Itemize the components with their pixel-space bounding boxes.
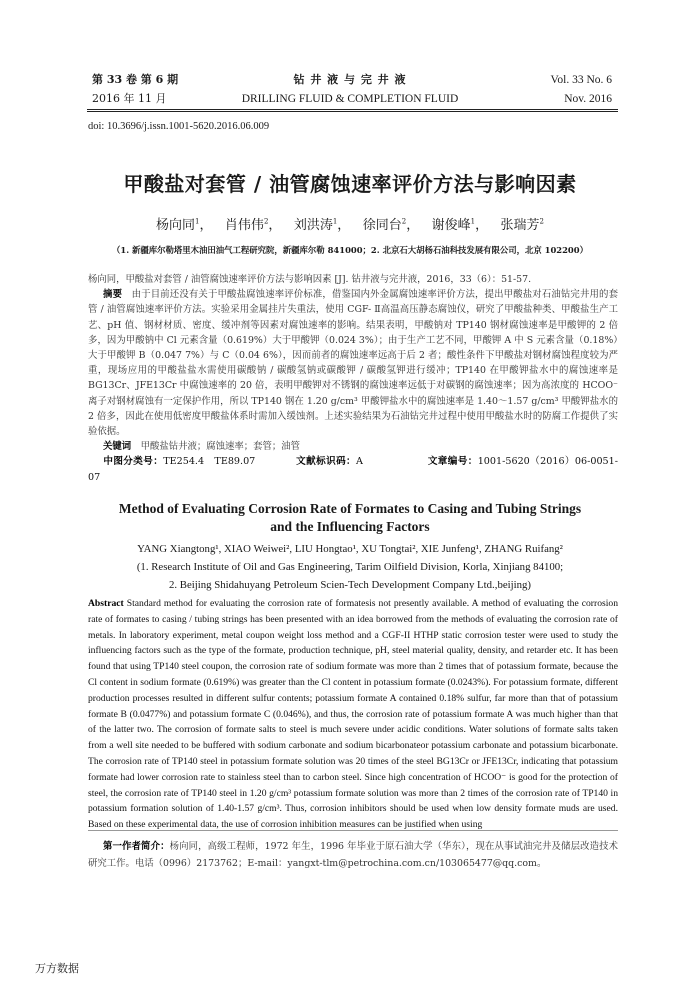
author-cn: 肖伟伟$^2$ [224, 217, 269, 233]
header-rule-bottom [87, 111, 618, 112]
author-cn: 谢俊峰$^1$ [431, 217, 476, 233]
author-cn: 徐同台$^2$ [362, 217, 407, 233]
date-cn: 2016 年 11 月 [92, 92, 167, 105]
abstract-cn-block [88, 272, 618, 485]
footnote-rule [88, 830, 618, 831]
affiliation-cn: （1. 新疆库尔勒塔里木油田油气工程研究院，新疆库尔勒 841000；2. 北京石大胡杨石油科技发展有限公司，北京 102200） [112, 245, 588, 255]
journal-title-en: DRILLING FLUID & COMPLETION FLUID [241, 93, 459, 105]
doi: doi: 10.3696/j.issn.1001-5620.2016.06.009 [88, 121, 270, 132]
volume-issue-en: Vol. 33 No. 6 [550, 74, 612, 86]
header-rule-top [87, 109, 618, 110]
keywords-cn: 关键词 甲酸盐钻井液；腐蚀速率；套管；油管 [103, 441, 300, 453]
author-footnote: 第一作者简介：杨向同，高级工程师，1972 年生，1996 年毕业于原石油大学（华东），现在从事试油完井及储层改造技术研究工作。电话（0996）2173762；E-mail：yangxt-tlm@petrochina.com.cn/103065477@qq.com。 [88, 841, 618, 869]
author-cn: 杨向同$^1$ [156, 217, 200, 233]
author-cn: 张瑞芳$^2$ [500, 217, 544, 233]
abstract-cn [88, 287, 618, 439]
paper-title-en: Method of Evaluating Corrosion Rate of Formates to Casing and Tubing Strings and the Influencing Factors [118, 501, 582, 534]
affiliation-en-1: (1. Research Institute of Oil and Gas Engineering, Tarim Oilfield Division, Korla, Xinjiang 84100; [136, 561, 564, 573]
paper-title-cn: 甲酸盐对套管 / 油管腐蚀速率评价方法与影响因素 [123, 172, 577, 196]
classification-line: 中图分类号：TE254.4 TE89.07 文献标识码：A 文章编号：1001-5620（2016）06-0051-07 [88, 456, 619, 483]
volume-issue-cn: 第 33 卷 第 6 期 [92, 73, 179, 86]
authors-cn: 杨向同$^1$， 肖伟伟$^2$， 刘洪涛$^1$， 徐同台$^2$， 谢俊峰$^1$， 张瑞芳$^2$ [156, 217, 544, 233]
affiliation-en-2: 2. Beijing Shidahuyang Petroleum Scien-Tech Development Company Ltd.,beijing) [168, 579, 532, 591]
author-cn: 刘洪涛$^1$ [293, 217, 338, 233]
abstract-en [88, 596, 618, 833]
abstract-cn-label: 摘要 [103, 289, 123, 301]
abstract-cn-text: 由于目前还没有关于甲酸盐腐蚀速率评价标准，借鉴国内外金属腐蚀速率评价方法，提出甲酸盐对石油钻完井用的套管 / 油管腐蚀速率评价方法。实验采用金属挂片失重法，使用 CGF- Ⅱ高温高压静态腐蚀仪，研究了甲酸盐种类、甲酸盐生产工艺、pH 值、钢材材质、密度、缓冲剂等因素对腐蚀速率的影响。结果表明，甲酸钠对 TP140 钢材腐蚀速率是甲酸钾的 2 倍多，因为甲酸钠中 Cl 元素含量（0.619%）大于甲酸钾（0.024 3%）；由于生产工艺不同，甲酸钾 A 中 S 元素含量（0.18%）大于甲酸钾 B（0.047 7%）与 C（0.04 6%），因而前者的腐蚀速率远高于后 2 者；酸性条件下甲酸盐对钢材腐蚀程度较为严重，现场应用的甲酸盐盐水需使用碳酸钠 / 碳酸氢钠或碳酸钾 / 碳酸氢钾进行缓冲；TP140 在甲酸钾盐水中的腐蚀速率是 BG13Cr、JFE13Cr 中腐蚀速率的 20 倍，表明甲酸钾对不锈钢的腐蚀速率远低于对碳钢的腐蚀速率；因为高浓度的 HCOO⁻ 离子对钢材腐蚀有一定保护作用，所以 TP140 钢在 1.20 g/cm³ 甲酸钾盐水中的腐蚀速率是 1.40～1.57 g/cm³ 甲酸钾盐水的 2 倍多，因此在使用低密度甲酸盐体系时需加入缓蚀剂。上述实验结果为石油钻完井过程中使用甲酸盐水时的防腐工作提供了实验依据。 [88, 289, 618, 438]
citation-cn: 杨向同，甲酸盐对套管 / 油管腐蚀速率评价方法与影响因素 [J]. 钻井液与完井液，2016，33（6）：51-57. [88, 274, 532, 285]
date-en: Nov. 2016 [564, 93, 612, 105]
authors-en: YANG Xiangtong¹, XIAO Weiwei², LIU Hongtao¹, XU Tongtai², XIE Junfeng¹, ZHANG Ruifang² [137, 543, 563, 555]
watermark-text: 万方数据 [35, 962, 79, 975]
journal-title-cn: 钻 井 液 与 完 井 液 [293, 73, 407, 86]
abstract-en-text: Standard method for evaluating the corrosion rate of formatesis not presently available. A method of evaluating the corrosion rate of formates to casing / tubing strings has been presented with an idea borrowed from the methods of evaluating the corrosion rate of metals. In laboratory experiment, metal coupon weight loss method and a CGF-II HTHP static corrosion tester were used to study the influencing factors such as the type of the formate, production technique, pH, steel material quality, density, and retarder etc. It has been found that using TP140 steel coupon, the corrosion rate of sodium formate was more than 2 times that of potassium formate, because the Cl content in sodium formate (0.619%) was greater than the Cl content in potassium formate (0.0243%). For potassium formate, different production processes resulted in different sulfur contents; potassium formate A contained 0.18% sulfur, far more than that of potassium formate B (0.0477%) and potassium formate C (0.046%), and thus, the corrosion rate of potassium formate A was much higher than that of the latter two. The corrosion of formate salts to steel is much severe under acidic conditions. Water solutions of formate salts taken from a well site needed to be buffered with sodium carbonate and sodium bicarbonateor potassium carbonate and potassium bicarbonate. The corrosion rate of TP140 steel in potassium formate solution was 20 times of the steel BG13Cr or JFE13Cr, indicating that potassium formate had lower corrosion rate to stainless steel than to carbon steel. Since high concentration of HCOO⁻ is good for the protection of steel, the corrosion rate of TP140 steel in 1.20 g/cm³ potassium formate solution was more than 2 times of the corrosion rate of TP140 in potassium formation solution of 1.40-1.57 g/cm³. Thus, corrosion inhibitors should be used when low density formate muds are used. Based on these experimental data, the use of corrosion inhibition measures can be justified when using [88, 598, 618, 831]
abstract-en-label: Abstract [88, 598, 124, 609]
